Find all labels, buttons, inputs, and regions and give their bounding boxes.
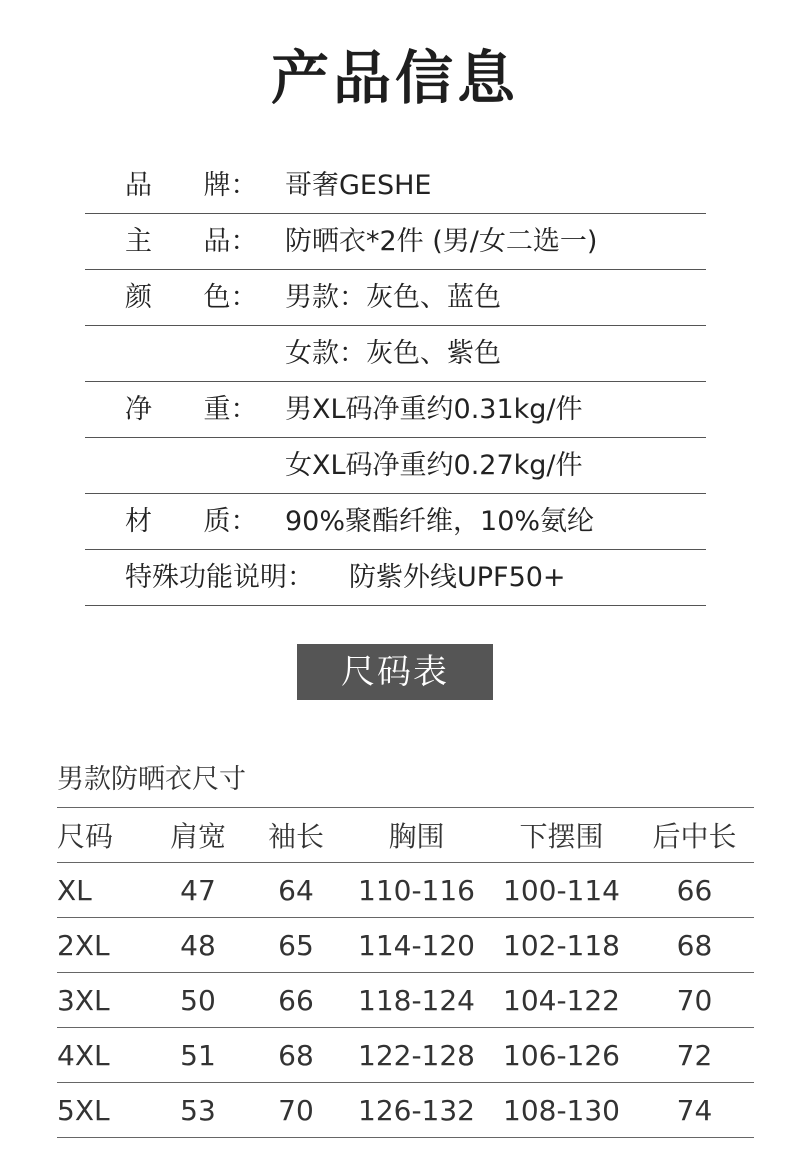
info-row-weight-men: [85, 382, 706, 438]
info-label: 主 品：: [125, 226, 258, 257]
info-row-color-women: [85, 326, 706, 382]
table-cell: 100-114: [488, 863, 635, 918]
info-value: 男XL码净重约0.31kg/件: [285, 394, 583, 425]
info-row-product: [85, 214, 706, 270]
table-cell: 68: [247, 1028, 345, 1083]
info-value: 防紫外线UPF50+: [349, 562, 566, 593]
size-chart-banner: 尺码表: [297, 644, 493, 700]
column-header-sleeve: 袖长: [247, 808, 345, 863]
page-title: 产品信息: [270, 44, 519, 112]
column-header-shoulder: 肩宽: [149, 808, 247, 863]
table-cell: 110-116: [345, 863, 488, 918]
table-row: [57, 973, 754, 1028]
table-cell: 102-118: [488, 918, 635, 973]
info-value: 女XL码净重约0.27kg/件: [285, 450, 583, 481]
column-header-chest: 胸围: [345, 808, 488, 863]
product-info-table: [85, 158, 706, 606]
table-cell: 68: [635, 918, 754, 973]
info-label: 特殊功能说明：: [125, 562, 314, 593]
table-cell: 70: [635, 973, 754, 1028]
table-cell: 118-124: [345, 973, 488, 1028]
table-cell: 106-126: [488, 1028, 635, 1083]
table-cell: 122-128: [345, 1028, 488, 1083]
table-cell: 126-132: [345, 1083, 488, 1138]
info-value: 女款：灰色、紫色: [285, 338, 501, 369]
table-cell: 66: [247, 973, 345, 1028]
table-row: [57, 918, 754, 973]
info-value: 90%聚酯纤维，10%氨纶: [285, 506, 595, 537]
table-cell: 65: [247, 918, 345, 973]
table-cell: 64: [247, 863, 345, 918]
column-header-size: 尺码: [57, 808, 149, 863]
table-cell: 70: [247, 1083, 345, 1138]
info-label: 品 牌：: [125, 170, 258, 201]
info-label: 净 重：: [125, 394, 258, 425]
info-row-color-men: [85, 270, 706, 326]
table-cell: 3XL: [57, 973, 149, 1028]
table-cell: 51: [149, 1028, 247, 1083]
table-row: [57, 1028, 754, 1083]
table-cell: XL: [57, 863, 149, 918]
table-row: [57, 1083, 754, 1138]
table-cell: 4XL: [57, 1028, 149, 1083]
table-cell: 48: [149, 918, 247, 973]
column-header-back-length: 后中长: [635, 808, 754, 863]
table-cell: 5XL: [57, 1083, 149, 1138]
info-value: 男款：灰色、蓝色: [285, 282, 501, 313]
table-cell: 53: [149, 1083, 247, 1138]
size-table-header-row: [57, 808, 754, 863]
table-row: [57, 863, 754, 918]
table-cell: 108-130: [488, 1083, 635, 1138]
info-row-weight-women: [85, 438, 706, 494]
info-value: 哥奢GESHE: [285, 170, 432, 201]
table-cell: 72: [635, 1028, 754, 1083]
info-row-material: [85, 494, 706, 550]
table-cell: 104-122: [488, 973, 635, 1028]
table-cell: 2XL: [57, 918, 149, 973]
table-cell: 114-120: [345, 918, 488, 973]
table-cell: 74: [635, 1083, 754, 1138]
table-cell: 50: [149, 973, 247, 1028]
info-row-function: [85, 550, 706, 606]
info-row-brand: [85, 158, 706, 214]
info-value: 防晒衣*2件 (男/女二选一): [285, 226, 598, 257]
table-cell: 66: [635, 863, 754, 918]
size-table: [57, 807, 754, 1138]
info-label: 颜 色：: [125, 282, 258, 313]
column-header-hem: 下摆围: [488, 808, 635, 863]
table-cell: 47: [149, 863, 247, 918]
info-label: 材 质：: [125, 506, 258, 537]
size-chart-subtitle: 男款防晒衣尺寸: [57, 764, 246, 795]
